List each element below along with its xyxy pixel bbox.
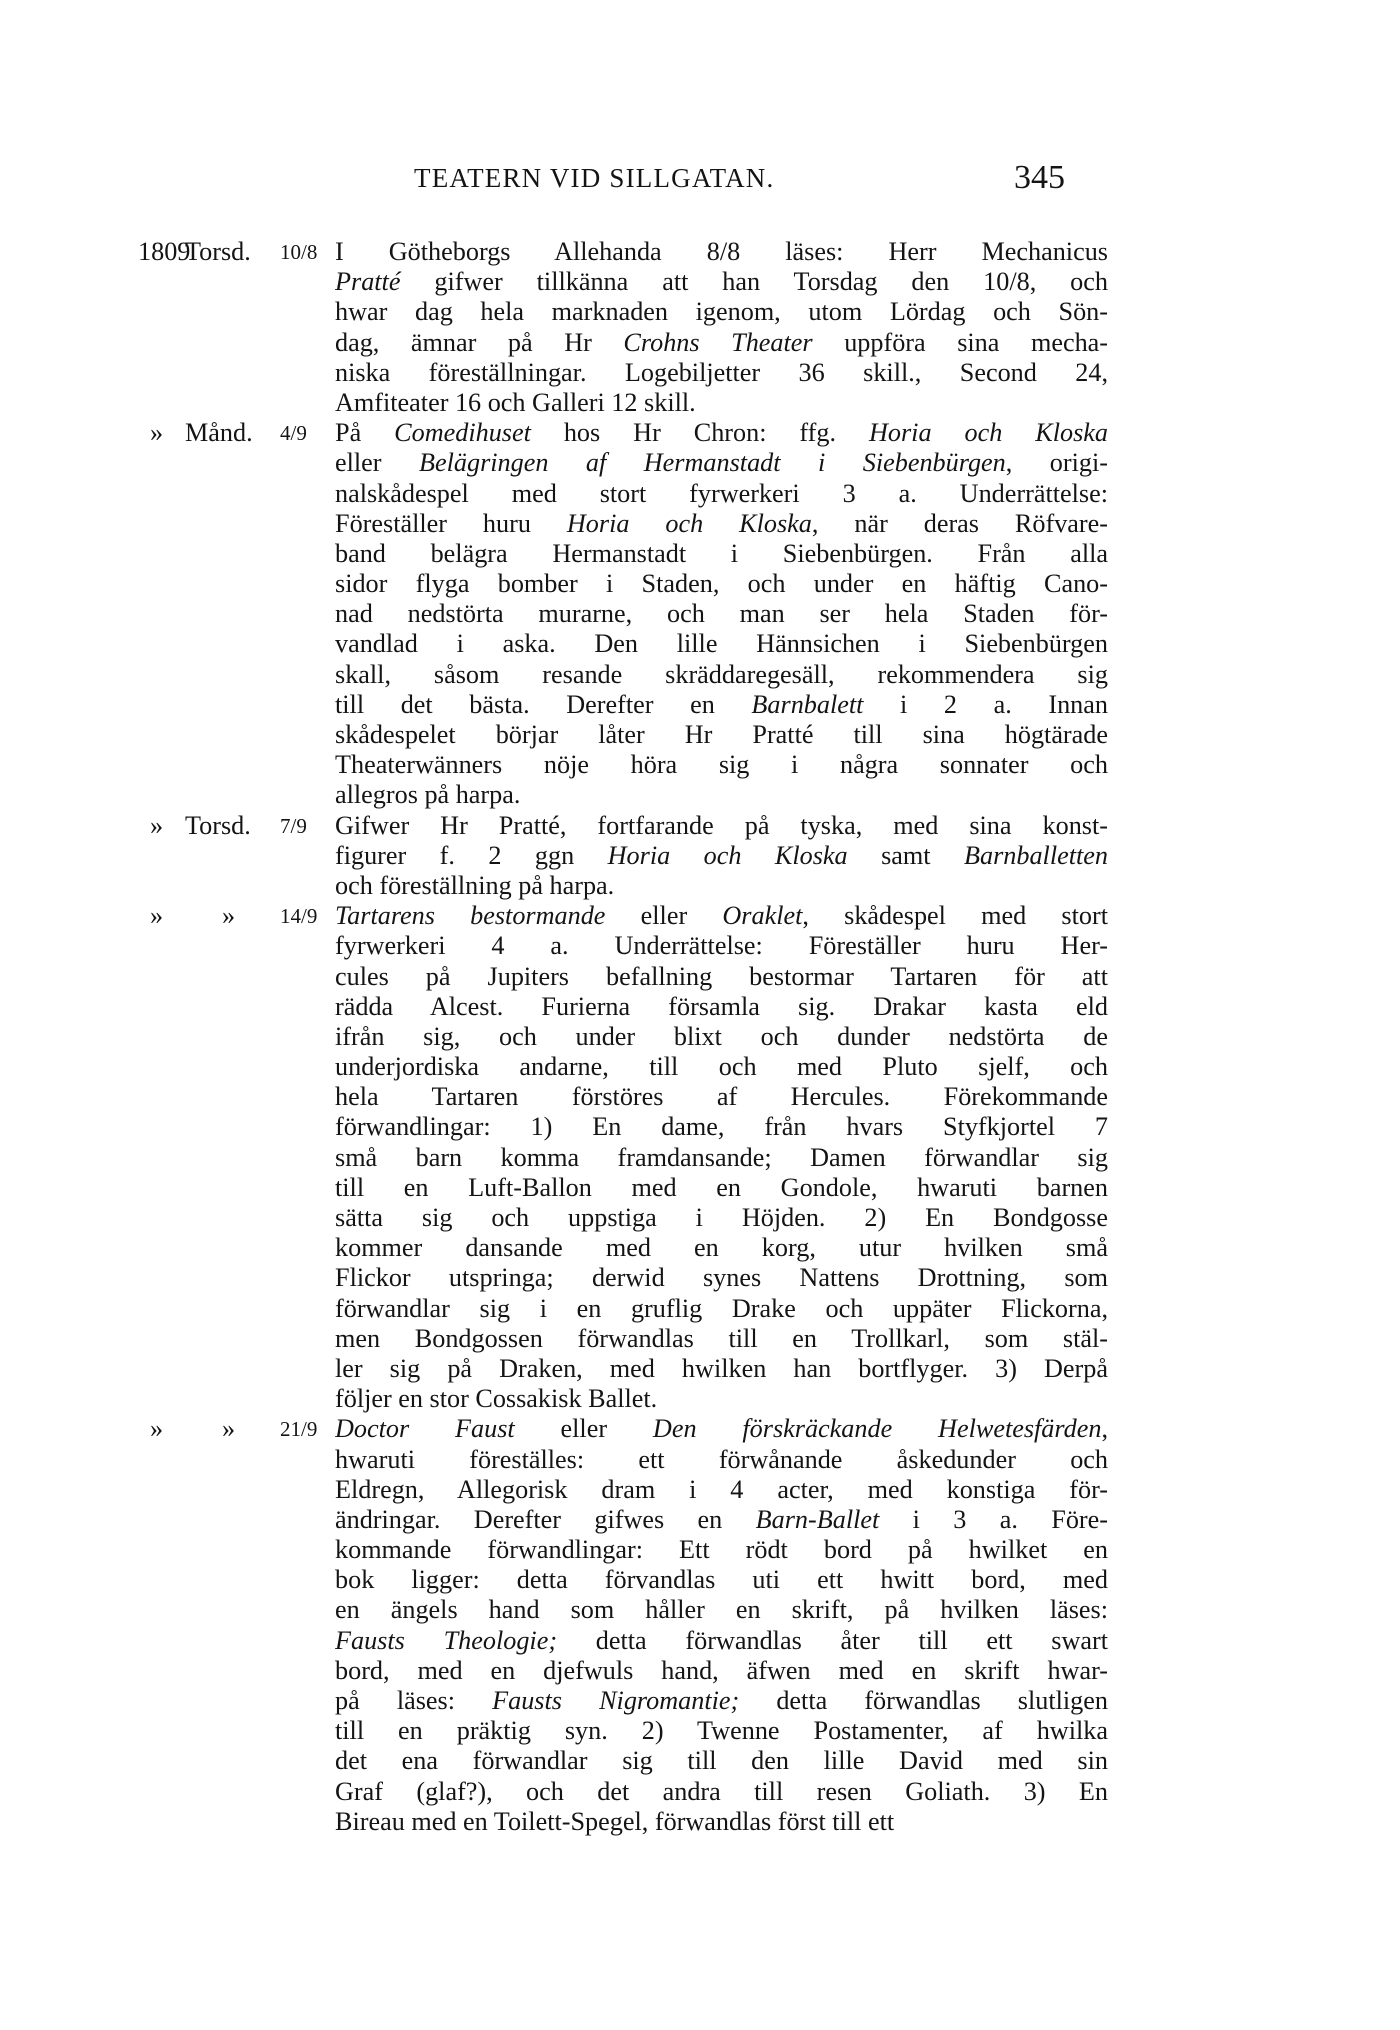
entry-text <box>335 418 1108 810</box>
text-line: fyrwerkeri 4 a. Underrättelse: Föreställer huru Her- <box>335 931 1108 961</box>
text-line: det ena förwandlar sig till den lille David med sin <box>335 1746 1108 1776</box>
chronicle-entries <box>0 237 1400 1837</box>
text-line: Flickor utspringa; derwid synes Nattens Drottning, som <box>335 1263 1108 1293</box>
entry-weekday: Månd. <box>185 418 253 448</box>
text-line: Theaterwänners nöje höra sig i några sonnater och <box>335 750 1108 780</box>
text-line: Tartarens bestormande eller Oraklet, skådespel med stort <box>335 901 1108 931</box>
text-line: skall, såsom resande skräddaregesäll, rekommendera sig <box>335 659 1108 689</box>
text-line: hwar dag hela marknaden igenom, utom Lördag och Sön- <box>335 297 1108 327</box>
text-line: rädda Alcest. Furierna församla sig. Drakar kasta eld <box>335 991 1108 1021</box>
text-line: en ängels hand som håller en skrift, på hvilken läses: <box>335 1595 1108 1625</box>
running-title: TEATERN VID SILLGATAN. <box>414 163 775 193</box>
text-line: på läses: Fausts Nigromantie; detta förwandlas slutligen <box>335 1686 1108 1715</box>
text-line: kommande förwandlingar: Ett rödt bord på hwilket en <box>335 1535 1108 1565</box>
text-line: På Comedihuset hos Hr Chron: ffg. Horia och Kloska <box>335 418 1108 448</box>
text-line: till en präktig syn. 2) Twenne Postamenter, af hwilka <box>335 1716 1108 1746</box>
entry-date: 7/9 <box>280 813 307 838</box>
text-line: allegros på harpa. <box>335 780 521 810</box>
text-line: hwaruti föreställes: ett förwånande åskedunder och <box>335 1444 1108 1474</box>
text-line: vandlad i aska. Den lille Hännsichen i Siebenbürgen <box>335 629 1108 659</box>
text-line: bok ligger: detta förvandlas uti ett hwitt bord, med <box>335 1565 1108 1595</box>
entry-text <box>335 237 1108 418</box>
text-line: cules på Jupiters befallning bestormar Tartaren för att <box>335 961 1108 991</box>
entry <box>0 901 1400 1414</box>
text-line: figurer f. 2 ggn Horia och Kloska samt Barnballetten <box>335 840 1108 870</box>
text-line: ifrån sig, och under blixt och dunder nedstörta de <box>335 1021 1108 1051</box>
text-line: hela Tartaren förstöres af Hercules. Förekommande <box>335 1082 1108 1112</box>
text-line: kommer dansande med en korg, utur hvilken små <box>335 1233 1108 1263</box>
entry-year: 1809 <box>138 237 191 266</box>
text-line: följer en stor Cossakisk Ballet. <box>335 1384 658 1414</box>
ditto-mark: » <box>150 901 164 931</box>
entry-weekday: Torsd. <box>185 237 251 266</box>
running-head <box>0 159 1400 203</box>
text-line: Graf (glaf?), och det andra till resen Goliath. 3) En <box>335 1776 1108 1806</box>
entry <box>0 811 1400 902</box>
text-line: nalskådespel med stort fyrwerkeri 3 a. Underrättelse: <box>335 478 1108 508</box>
ditto-mark: » <box>150 418 164 448</box>
text-line: förwandlingar: 1) En dame, från hvars Styfkjortel 7 <box>335 1112 1108 1142</box>
entry-date: 10/8 <box>280 240 318 264</box>
text-line: dag, ämnar på Hr Crohns Theater uppföra sina mecha- <box>335 327 1108 357</box>
text-line: men Bondgossen förwandlas till en Trollkarl, som stäl- <box>335 1323 1108 1353</box>
text-line: band belägra Hermanstadt i Siebenbürgen. Från alla <box>335 538 1108 568</box>
text-line: Pratté gifwer tillkänna att han Torsdag den 10/8, och <box>335 267 1108 297</box>
entry-text <box>335 901 1108 1414</box>
text-line: underjordiska andarne, till och med Pluto sjelf, och <box>335 1052 1108 1082</box>
text-line: Fausts Theologie; detta förwandlas åter till ett swart <box>335 1625 1108 1655</box>
text-line: till det bästa. Derefter en Barnbalett i 2 a. Innan <box>335 689 1108 719</box>
entry-date: 14/9 <box>280 904 318 929</box>
text-line: ler sig på Draken, med hwilken han bortflyger. 3) Derpå <box>335 1353 1108 1383</box>
ditto-mark: » <box>150 810 164 840</box>
entry-text <box>335 1414 1108 1837</box>
text-line: bord, med en djefwuls hand, äfwen med en skrift hwar- <box>335 1655 1108 1685</box>
text-line: sidor flyga bomber i Staden, och under en häftig Cano- <box>335 569 1108 599</box>
text-line: niska föreställningar. Logebiljetter 36 skill., Second 24, <box>335 357 1108 387</box>
text-line: till en Luft-Ballon med en Gondole, hwaruti barnen <box>335 1172 1108 1202</box>
text-line: förwandlar sig i en gruflig Drake och uppäter Flickorna, <box>335 1293 1108 1323</box>
text-line: Föreställer huru Horia och Kloska, när deras Röfvare- <box>335 508 1108 538</box>
entry <box>0 1414 1400 1837</box>
entry <box>0 237 1400 418</box>
text-line: sätta sig och uppstiga i Höjden. 2) En Bondgosse <box>335 1203 1108 1232</box>
entry-weekday: Torsd. <box>185 810 251 840</box>
text-line: och föreställning på harpa. <box>335 870 615 900</box>
entry-text <box>335 811 1108 902</box>
entry <box>0 418 1400 810</box>
text-line: I Götheborgs Allehanda 8/8 läses: Herr Mechanicus <box>335 237 1108 266</box>
ditto-mark: » <box>150 1414 164 1444</box>
ditto-mark: » <box>222 901 236 931</box>
text-line: eller Belägringen af Hermanstadt i Siebenbürgen, origi- <box>335 448 1108 478</box>
text-line: små barn komma framdansande; Damen förwandlar sig <box>335 1142 1108 1172</box>
entry-date: 4/9 <box>280 421 307 446</box>
text-line: Bireau med en Toilett-Spegel, förwandlas först till ett <box>335 1806 895 1836</box>
text-line: skådespelet börjar låter Hr Pratté till sina högtärade <box>335 720 1108 749</box>
ditto-mark: » <box>222 1414 236 1444</box>
text-line: Doctor Faust eller Den förskräckande Helwetesfärden, <box>335 1414 1108 1444</box>
page-number: 345 <box>1014 159 1065 196</box>
entry-date: 21/9 <box>280 1417 318 1442</box>
text-line: ändringar. Derefter gifwes en Barn-Ballet i 3 a. Före- <box>335 1504 1108 1534</box>
text-line: nad nedstörta murarne, och man ser hela Staden för- <box>335 599 1108 629</box>
text-line: Eldregn, Allegorisk dram i 4 acter, med konstiga för- <box>335 1474 1108 1504</box>
text-line: Amfiteater 16 och Galleri 12 skill. <box>335 387 696 417</box>
text-line: Gifwer Hr Pratté, fortfarande på tyska, med sina konst- <box>335 810 1108 840</box>
